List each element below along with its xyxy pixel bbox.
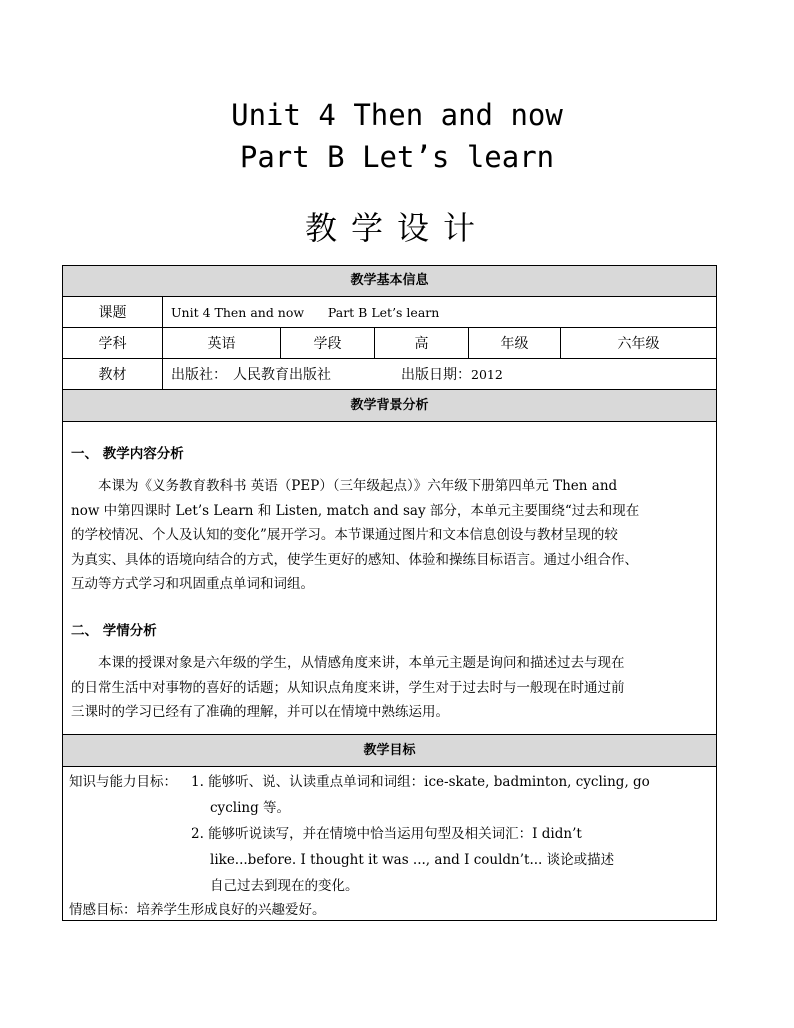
publisher-label: 出版社： [171, 367, 227, 383]
stage-label: 学段 [280, 328, 374, 358]
grade-value: 六年级 [560, 328, 716, 358]
pubdate-value: 2012 [471, 366, 503, 382]
learner-line-2: 的日常生活中对事物的喜好的话题；从知识点角度来讲，学生对于过去时与一般现在时通过前 [71, 679, 625, 696]
objective-2-line-1: 2. 能够听说读写，并在情境中恰当运用句型及相关词汇：I didn’t [191, 826, 582, 842]
topic-label: 课题 [98, 305, 127, 321]
learner-line-1: 本课的授课对象是六年级的学生，从情感角度来讲，本单元主题是询问和描述过去与现在 [71, 655, 625, 671]
grade-label: 年级 [468, 328, 560, 358]
learner-analysis-title: 二、 学情分析 [71, 623, 157, 639]
publisher-value: 人民教育出版社 [233, 367, 331, 383]
textbook-value [162, 359, 716, 389]
objective-2-line-3: 自己过去到现在的变化。 [210, 878, 359, 894]
background-content [63, 421, 716, 734]
basic-info-header: 教学基本信息 [63, 266, 716, 296]
content-analysis-title: 一、 教学内容分析 [71, 446, 184, 462]
topic-row [63, 296, 716, 327]
title-design: 教学设计 [304, 209, 489, 247]
learner-analysis-text [71, 651, 708, 725]
topic-value: Unit 4 Then and now Part B Let’s learn [162, 297, 716, 327]
content-line-1: 本课为《义务教育教科书 英语（PEP）（三年级起点）》六年级下册第四单元 Then and [71, 478, 618, 494]
objective-1-line-1: 1. 能够听、说、认读重点单词和词组：ice-skate, badminton, cycling, go [191, 774, 650, 790]
pubdate-label: 出版日期： [401, 367, 471, 383]
subject-value: 英语 [162, 328, 280, 358]
emotion-objective: 情感目标：培养学生形成良好的兴趣爱好。 [69, 902, 326, 918]
knowledge-label: 知识与能力目标： [69, 774, 177, 790]
learner-line-3: 三课时的学习已经有了准确的理解，并可以在情境中熟练运用。 [71, 704, 449, 720]
background-header: 教学背景分析 [63, 389, 716, 421]
stage-value: 高 [374, 328, 468, 358]
objective-2-line-2: like...before. I thought it was ..., and I couldn’t... 谈论或描述 [210, 852, 615, 868]
objectives-content [63, 766, 716, 920]
objectives-header: 教学目标 [63, 734, 716, 766]
content-line-4: 为真实、具体的语境向结合的方式，使学生更好的感知、体验和操练目标语言。通过小组合作、 [71, 551, 638, 568]
subject-row [63, 327, 716, 358]
title-part: Part B Let’s learn [239, 140, 555, 174]
textbook-label: 教材 [98, 367, 127, 383]
content-line-5: 互动等方式学习和巩固重点单词和词组。 [71, 576, 314, 592]
objective-1-line-2: cycling 等。 [210, 800, 291, 816]
content-line-2: now 中第四课时 Let’s Learn 和 Listen, match and say 部分，本单元主要围绕“过去和现在 [71, 502, 640, 519]
textbook-row [63, 358, 716, 389]
content-line-3: 的学校情况、个人及认知的变化”展开学习。本节课通过图片和文本信息创设与教材呈现的较 [71, 527, 618, 543]
lesson-plan-table [62, 265, 717, 921]
content-analysis-text [71, 474, 708, 597]
title-unit: Unit 4 Then and now [231, 98, 563, 132]
subject-label: 学科 [98, 336, 127, 352]
